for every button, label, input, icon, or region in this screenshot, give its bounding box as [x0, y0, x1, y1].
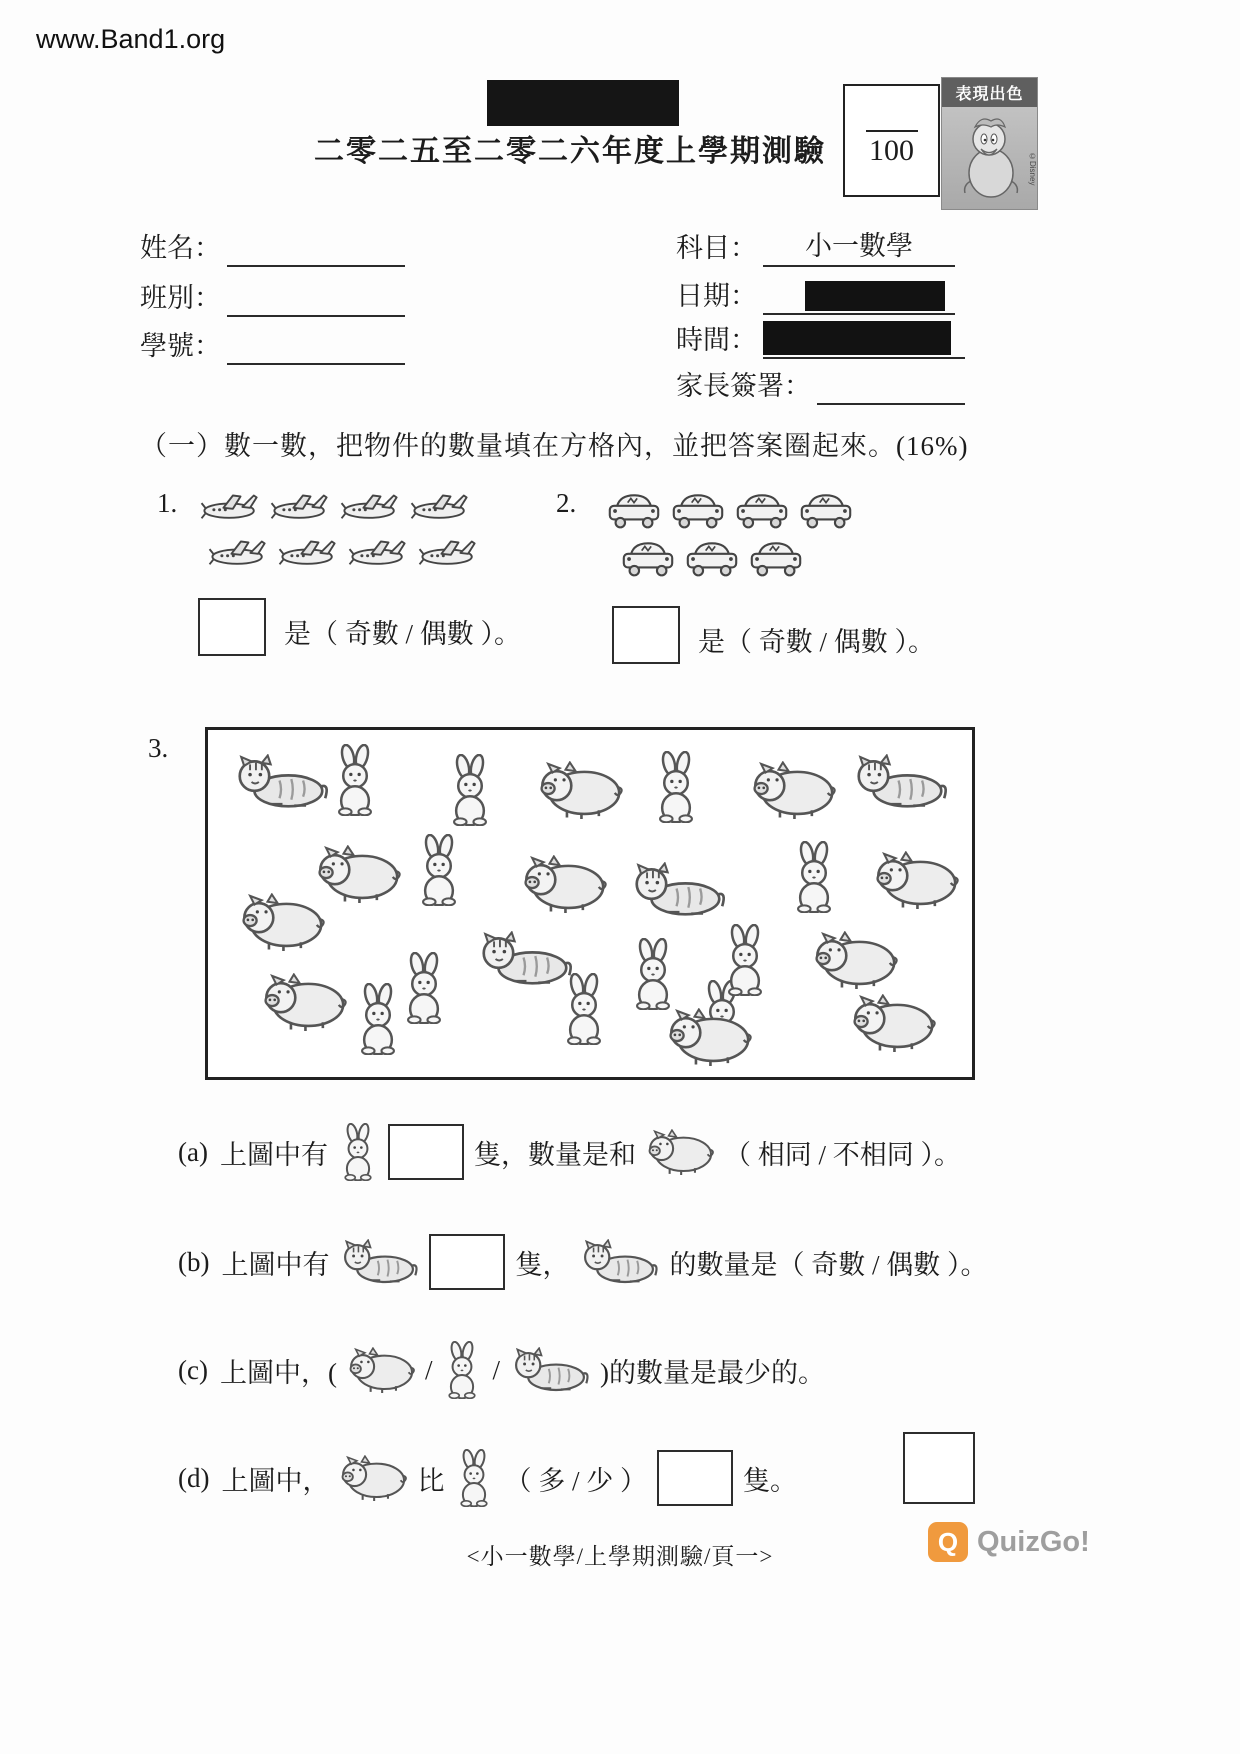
tiger-icon — [850, 754, 950, 810]
tiger-icon — [231, 754, 331, 810]
pig-icon — [646, 1129, 714, 1175]
question-text: / — [424, 1354, 433, 1385]
pig-icon — [521, 855, 607, 913]
question-2-number: 2. — [556, 488, 577, 518]
cartoon-character-image — [951, 111, 1029, 203]
redacted-time — [763, 321, 951, 355]
plane-icon — [410, 486, 472, 524]
form-row-time — [676, 318, 965, 359]
pig-icon — [750, 761, 836, 819]
tiger-icon — [579, 1239, 659, 1285]
question-3d-content — [221, 1449, 797, 1507]
rabbit-icon — [338, 1123, 378, 1181]
rabbit-icon — [789, 841, 839, 913]
date-label: 日期： — [676, 281, 757, 311]
pig-icon — [850, 994, 936, 1052]
name-blank-line[interactable] — [227, 231, 405, 267]
car-icon — [670, 490, 726, 530]
name-label: 姓名： — [140, 233, 221, 263]
rabbit-icon — [353, 983, 403, 1055]
page-footer-text: <小一數學/上學期測驗/頁一> — [466, 1544, 774, 1569]
rabbit-icon — [628, 938, 678, 1010]
icon-row — [208, 532, 480, 570]
car-icon — [606, 490, 662, 530]
question-2-answer-text: 是（ 奇數 / 偶數 ）。 — [698, 627, 936, 657]
pig-icon — [537, 761, 623, 819]
question-text: 隻， — [515, 1249, 570, 1280]
question-3c — [178, 1332, 825, 1408]
pig-icon — [812, 931, 898, 989]
question-text: 隻，數量是和 — [473, 1139, 636, 1170]
form-row-subject — [676, 226, 955, 267]
question-3b — [178, 1222, 988, 1302]
plane-icon — [208, 532, 270, 570]
pig-icon — [339, 1455, 407, 1501]
redacted-date — [805, 281, 945, 311]
icon-row — [200, 486, 480, 524]
car-icon — [748, 538, 804, 578]
answer-box-q1[interactable] — [198, 598, 266, 656]
praise-sticker — [941, 77, 1038, 210]
question-text: 上圖中有 — [221, 1249, 330, 1280]
car-icon — [620, 538, 676, 578]
question-text: （ 相同 / 不相同 ）。 — [723, 1139, 961, 1170]
redacted-school-name — [487, 80, 679, 126]
icon-row — [606, 490, 854, 530]
answer-box[interactable] — [657, 1450, 733, 1506]
form-row-class — [140, 276, 405, 317]
plane-icon — [278, 532, 340, 570]
score-blank-line[interactable] — [866, 130, 918, 132]
tiger-icon — [339, 1239, 419, 1285]
plane-icon — [270, 486, 332, 524]
form-row-name — [140, 226, 405, 267]
question-1-number: 1. — [157, 488, 178, 518]
plane-icon — [340, 486, 402, 524]
quizgo-logo-text: QuizGo! — [977, 1525, 1090, 1558]
question-text: 的數量是（ 奇數 / 偶數 ）。 — [669, 1249, 988, 1280]
question-text: （ 多 / 少 ） — [504, 1465, 647, 1496]
question-1-answer-text: 是（ 奇數 / 偶數 ）。 — [284, 619, 522, 649]
quizgo-icon: Q — [928, 1522, 968, 1562]
icon-row — [620, 538, 854, 578]
answer-box-q3d-extra[interactable] — [903, 1432, 975, 1504]
question-text: / — [492, 1354, 500, 1385]
question-1-airplane-grid — [200, 486, 480, 578]
exam-title: 二零二五至二零二六年度上學期測驗 — [314, 135, 826, 168]
student-no-blank-line[interactable] — [227, 329, 405, 365]
student-no-label: 學號： — [140, 331, 221, 361]
pig-icon — [239, 893, 325, 951]
question-3c-content — [220, 1341, 825, 1399]
tiger-icon — [510, 1347, 590, 1393]
sticker-banner-text: 表現出色 — [942, 78, 1037, 107]
question-2-car-grid — [606, 490, 854, 586]
subject-blank-line[interactable] — [763, 231, 955, 267]
rabbit-icon — [414, 834, 464, 906]
question-text: 隻。 — [743, 1465, 797, 1496]
rabbit-icon — [454, 1449, 494, 1507]
rabbit-icon — [445, 754, 495, 826]
parent-signature-label: 家長簽署： — [676, 371, 811, 401]
rabbit-icon — [330, 744, 380, 816]
plane-icon — [200, 486, 262, 524]
answer-box-q2[interactable] — [612, 606, 680, 664]
question-3b-content — [221, 1234, 987, 1290]
sticker-credit: ©Disney — [1028, 151, 1037, 185]
answer-box[interactable] — [429, 1234, 505, 1290]
rabbit-icon — [399, 952, 449, 1024]
section-1-heading: （一）數一數，把物件的數量填在方格內，並把答案圈起來。(16%) — [140, 431, 969, 461]
pig-icon — [347, 1347, 415, 1393]
question-text: )的數量是最少的。 — [600, 1357, 825, 1388]
plane-icon — [348, 532, 410, 570]
question-3a — [178, 1112, 961, 1192]
tiger-icon — [628, 862, 728, 918]
question-text: 比 — [417, 1465, 445, 1496]
score-total: 100 — [869, 134, 914, 167]
animal-picture-box — [205, 727, 975, 1080]
time-blank-line[interactable] — [763, 323, 965, 359]
question-3d — [178, 1440, 797, 1516]
rabbit-icon — [720, 924, 770, 996]
rabbit-icon — [559, 973, 609, 1045]
pig-icon — [315, 845, 401, 903]
subject-value: 小一數學 — [805, 231, 913, 261]
rabbit-icon — [442, 1341, 482, 1399]
score-box — [843, 84, 940, 197]
question-text: 上圖中，( — [219, 1357, 337, 1388]
question-text: 上圖中， — [221, 1465, 330, 1496]
site-watermark: www.Band1.org — [36, 24, 226, 54]
form-row-parent-signature — [676, 364, 965, 405]
question-3d-label: (d) — [178, 1462, 210, 1493]
question-3c-label: (c) — [178, 1354, 208, 1385]
question-3-number: 3. — [148, 733, 169, 763]
quizgo-logo — [928, 1522, 1090, 1562]
time-label: 時間： — [676, 325, 757, 355]
pig-icon — [873, 851, 959, 909]
pig-icon — [666, 1008, 752, 1066]
plane-icon — [418, 532, 480, 570]
rabbit-icon — [651, 751, 701, 823]
pig-icon — [261, 973, 347, 1031]
question-3b-label: (b) — [178, 1246, 210, 1277]
form-row-student-no — [140, 324, 405, 365]
answer-box[interactable] — [388, 1124, 464, 1180]
car-icon — [734, 490, 790, 530]
car-icon — [684, 538, 740, 578]
subject-label: 科目： — [676, 233, 757, 263]
class-label: 班別： — [140, 283, 221, 313]
parent-signature-blank-line[interactable] — [817, 369, 965, 405]
car-icon — [798, 490, 854, 530]
question-3a-label: (a) — [178, 1136, 208, 1167]
date-blank-line[interactable] — [763, 279, 955, 315]
question-text: 上圖中有 — [219, 1139, 328, 1170]
form-row-date — [676, 274, 955, 315]
question-3a-content — [220, 1123, 961, 1181]
class-blank-line[interactable] — [227, 281, 405, 317]
